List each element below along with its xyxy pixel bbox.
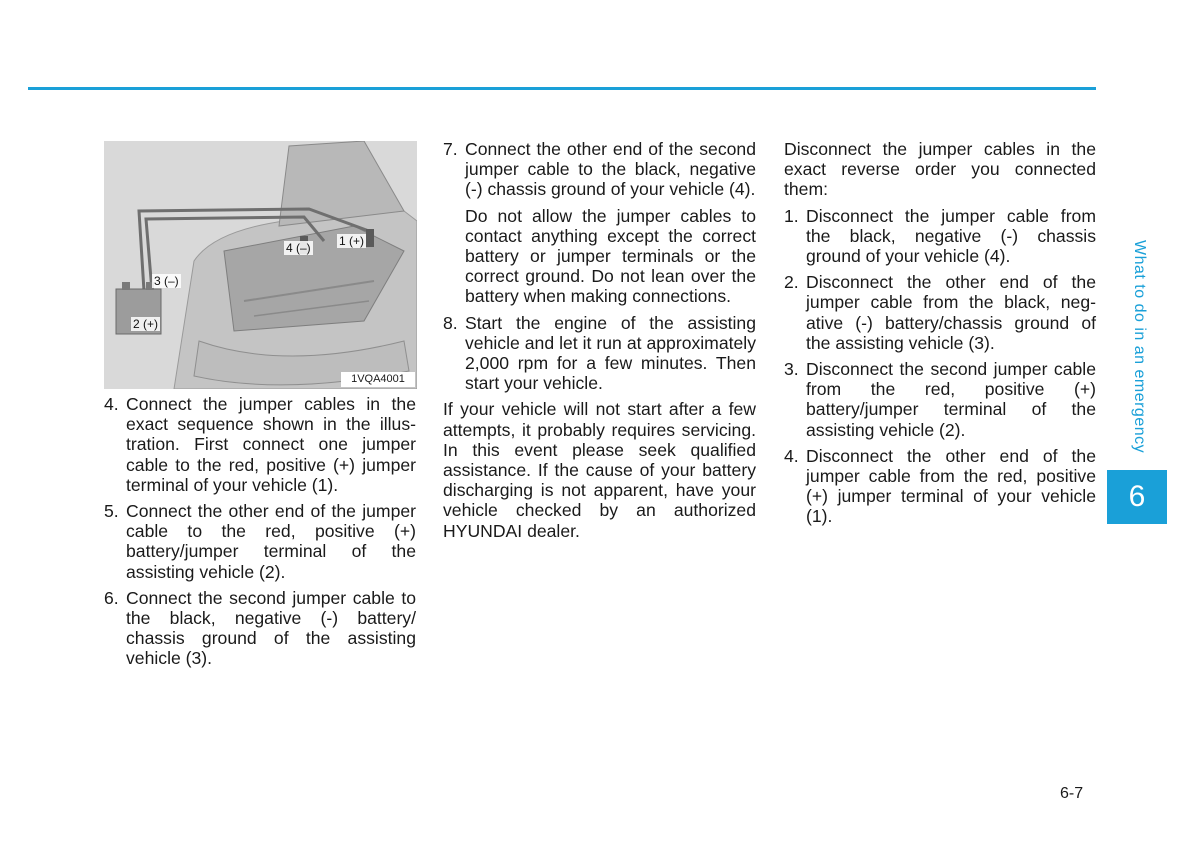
callout-2: 2 (+) [133,317,159,331]
callout-3: 3 (–) [154,274,179,288]
step-text: Start the engine of the assisting vehicle and let it run at approximately 2,000 rpm for a few minutes. Then start your vehicle. [465,312,756,394]
step-number: 1. [784,205,799,226]
jump-start-illustration [104,141,417,389]
header-rule [28,87,1096,90]
column-1 [104,394,416,675]
page-number: 6-7 [1060,785,1084,802]
car-trunk-drawing [104,141,417,389]
callout-1: 1 (+) [339,234,365,248]
section-title: What to do in an emergency [1131,240,1148,454]
step-7-note: Do not allow the jumper cables to contact anything except the correct battery or jumper terminals or the correct ground. Do not lean over the battery when making connections. [465,205,756,307]
step-text: Disconnect the other end of the jumper cable from the red, positive (+) jumper terminal of your vehicle (1). [806,445,1096,527]
column-2 [443,139,756,547]
disconnect-step-4 [784,446,1096,527]
step-number: 3. [784,359,799,380]
step-text: Connect the jumper cables in the exact sequence shown in the illustration. First connect one jumper cable to the red, positive (+) jumper terminal of your vehicle (1). [126,394,416,495]
disconnect-step-2 [784,272,1096,353]
step-number: 8. [443,312,458,333]
step-number: 2. [784,272,799,293]
step-number: 4. [104,394,119,414]
step-5 [104,501,416,582]
step-8 [443,313,756,394]
step-text: Connect the other end of the jumper cable to the red, positive (+) battery/jumper terminal of the assisting vehicle (2). [126,501,416,582]
step-number: 6. [104,587,119,608]
service-paragraph: If your vehicle will not start after a few attempts, it probably requires servicing. In this event please seek qualified assistance. If the cause of your battery discharging is not apparent, have your vehicle checked by an authorized HYUNDAI dealer. [443,399,756,541]
section-tab: 6 [1107,470,1167,524]
step-6 [104,588,416,669]
callout-4: 4 (–) [286,241,311,255]
step-number: 7. [443,139,458,159]
step-4 [104,394,416,495]
step-text: Disconnect the other end of the jumper cable from the black, negative (-) battery/chassis ground of the assisting vehicle (3). [806,272,1096,353]
step-number: 5. [104,501,119,522]
disconnect-intro: Disconnect the jumper cables in the exact reverse order you connected them: [784,139,1096,200]
step-number: 4. [784,445,799,466]
step-text: Disconnect the jumper cable from the black, negative (-) chassis ground of your vehicle (4). [806,205,1096,267]
step-7 [443,139,756,200]
figure-code: 1VQA4001 [341,372,415,387]
column-3 [784,139,1096,533]
step-text: Connect the second jumper cable to the black, negative (-) battery/ chassis ground of the assisting vehicle (3). [126,587,416,669]
disconnect-step-1 [784,206,1096,267]
step-text: Disconnect the second jumper cable from the red, positive (+) battery/jumper terminal of the assisting vehicle (2). [806,359,1096,440]
step-text: Connect the other end of the second jumper cable to the black, negative (-) chassis ground of your vehicle (4). [465,139,756,200]
disconnect-step-3 [784,359,1096,440]
